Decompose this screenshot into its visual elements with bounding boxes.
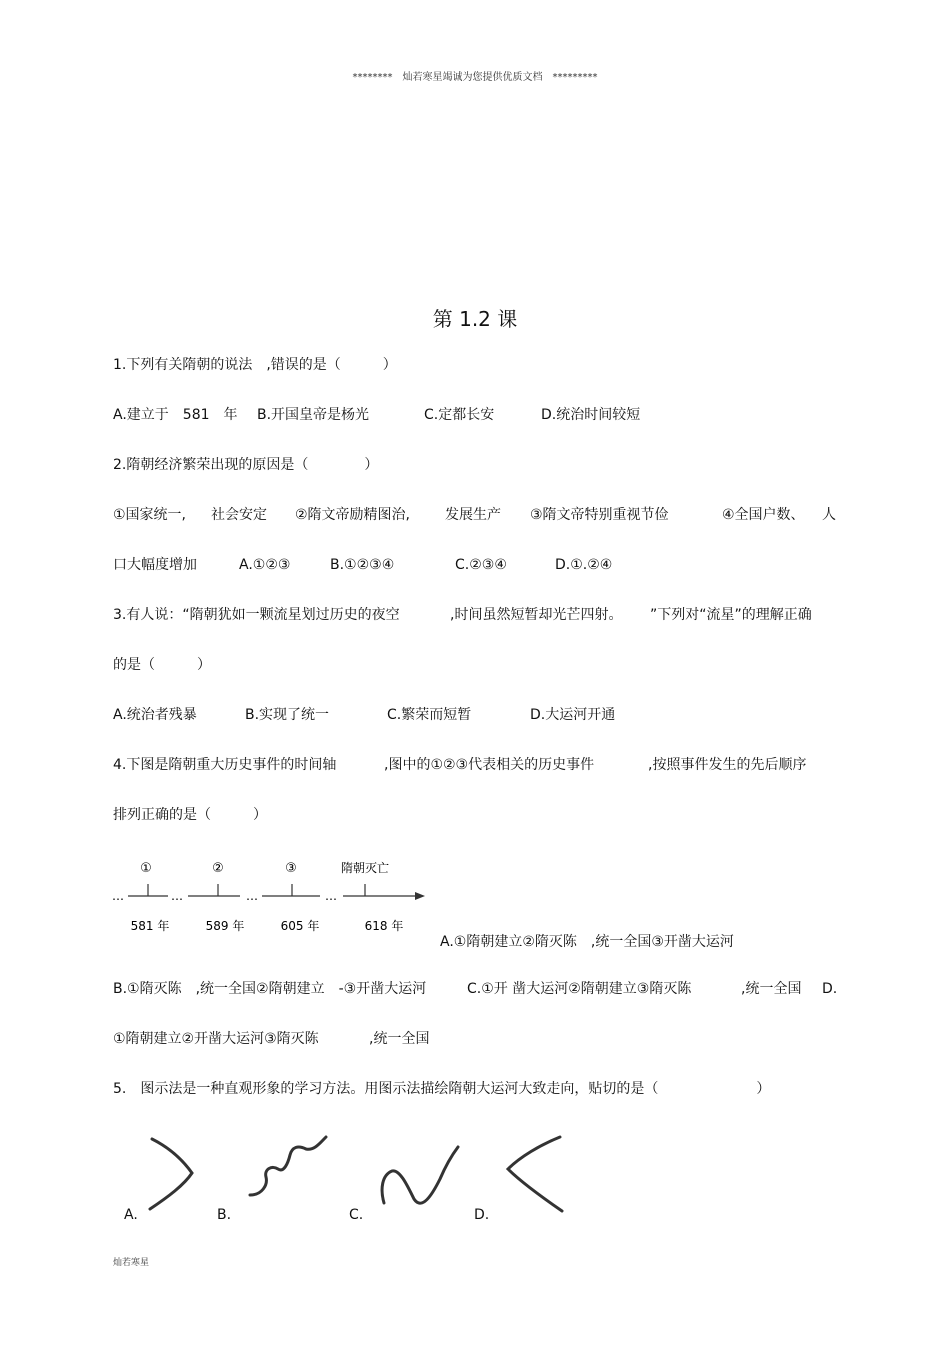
timeline-year-1: 581 年 — [130, 919, 170, 933]
q2-statement-4a: ④全国户数、 — [722, 507, 805, 523]
q5-option-c: C. — [349, 1207, 364, 1223]
page-footer: 灿若寒星 — [113, 1258, 150, 1268]
q1-option-b: B.开国皇帝是杨光 — [257, 407, 370, 423]
q4-stem-part2: ,图中的①②③代表相关的历史事件 — [384, 757, 595, 773]
q2-option-b: B.①②③④ — [330, 557, 395, 573]
q2-option-c: C.②③④ — [455, 557, 507, 573]
q4-stem-part1: 4.下图是隋朝重大历史事件的时间轴 — [113, 757, 337, 773]
q1-option-c: C.定都长安 — [424, 407, 495, 423]
q3-stem-part3: ”下列对“流星”的理解正确 — [650, 607, 812, 623]
q2-statement-4b: 人 — [822, 507, 836, 523]
timeline-figure — [110, 848, 430, 948]
q3-option-d: D.大运河开通 — [530, 707, 616, 723]
q4-option-c-tail: ,统一全国 — [741, 981, 802, 997]
lesson-title: 第 1.2 课 — [432, 307, 518, 331]
timeline-dots: … — [112, 889, 124, 903]
timeline-dots: … — [171, 889, 183, 903]
page-header: ******** 灿若寒星竭诚为您提供优质文档 ********* — [352, 72, 598, 83]
q4-option-a: A.①隋朝建立②隋灭陈 ,统一全国③开凿大运河 — [440, 934, 734, 950]
q3-stem-part4: 的是（ ） — [113, 657, 211, 673]
q4-option-d-label: D. — [822, 981, 838, 997]
timeline-event-3: ③ — [285, 861, 297, 876]
canal-route-options-figure — [110, 1125, 580, 1235]
q1-option-a: A.建立于 581 年 — [113, 407, 238, 423]
q4-option-d: ①隋朝建立②开凿大运河③隋灭陈 — [113, 1031, 319, 1047]
q2-statement-2b: 发展生产 — [445, 507, 501, 523]
timeline-dots: … — [325, 889, 337, 903]
q3-option-a: A.统治者残暴 — [113, 707, 197, 723]
route-shape-d — [508, 1137, 562, 1211]
q4-option-c: C.①开 凿大运河②隋朝建立③隋灭陈 — [467, 981, 692, 997]
q2-statement-1a: ①国家统一, — [113, 507, 187, 523]
q4-stem-part4: 排列正确的是（ ） — [113, 807, 267, 823]
timeline-arrow-icon — [415, 892, 425, 900]
q2-statement-3: ③隋文帝特别重视节俭 — [530, 507, 669, 523]
timeline-event-4: 隋朝灭亡 — [340, 861, 390, 875]
q1-stem: 1.下列有关隋朝的说法 ,错误的是（ ） — [113, 357, 397, 373]
q1-option-d: D.统治时间较短 — [541, 407, 641, 423]
q5-option-b: B. — [217, 1207, 232, 1223]
q3-option-b: B.实现了统一 — [245, 707, 330, 723]
q2-statement-4c: 口大幅度增加 — [113, 557, 197, 573]
route-shape-a — [150, 1139, 192, 1209]
timeline-year-4: 618 年 — [364, 919, 404, 933]
timeline-event-2: ② — [212, 861, 224, 876]
timeline-year-3: 605 年 — [280, 919, 320, 933]
q4-option-d-tail: ,统一全国 — [369, 1031, 430, 1047]
timeline-dots: … — [246, 889, 258, 903]
q3-option-c: C.繁荣而短暂 — [387, 707, 472, 723]
route-shape-b — [250, 1137, 326, 1195]
q5-stem: 5. 图示法是一种直观形象的学习方法。用图示法描绘隋朝大运河大致走向，贴切的是（ ） — [113, 1081, 771, 1097]
q3-stem-part2: ,时间虽然短暂却光芒四射。 — [450, 607, 623, 623]
q2-stem: 2.隋朝经济繁荣出现的原因是（ ） — [113, 457, 379, 473]
q4-option-b: B.①隋灭陈 ,统一全国②隋朝建立 -③开凿大运河 — [113, 981, 427, 997]
timeline-event-1: ① — [140, 861, 152, 876]
q5-option-d: D. — [474, 1207, 490, 1223]
q5-option-a: A. — [124, 1207, 138, 1223]
route-shape-c — [382, 1147, 458, 1203]
q2-option-a: A.①②③ — [239, 557, 291, 573]
q4-stem-part3: ,按照事件发生的先后顺序 — [648, 757, 807, 773]
q2-statement-2a: ②隋文帝励精图治, — [295, 507, 411, 523]
q3-stem-part1: 3.有人说：“隋朝犹如一颗流星划过历史的夜空 — [113, 607, 400, 623]
q2-statement-1b: 社会安定 — [211, 507, 267, 523]
q2-option-d: D.①.②④ — [555, 557, 613, 573]
timeline-year-2: 589 年 — [205, 919, 245, 933]
